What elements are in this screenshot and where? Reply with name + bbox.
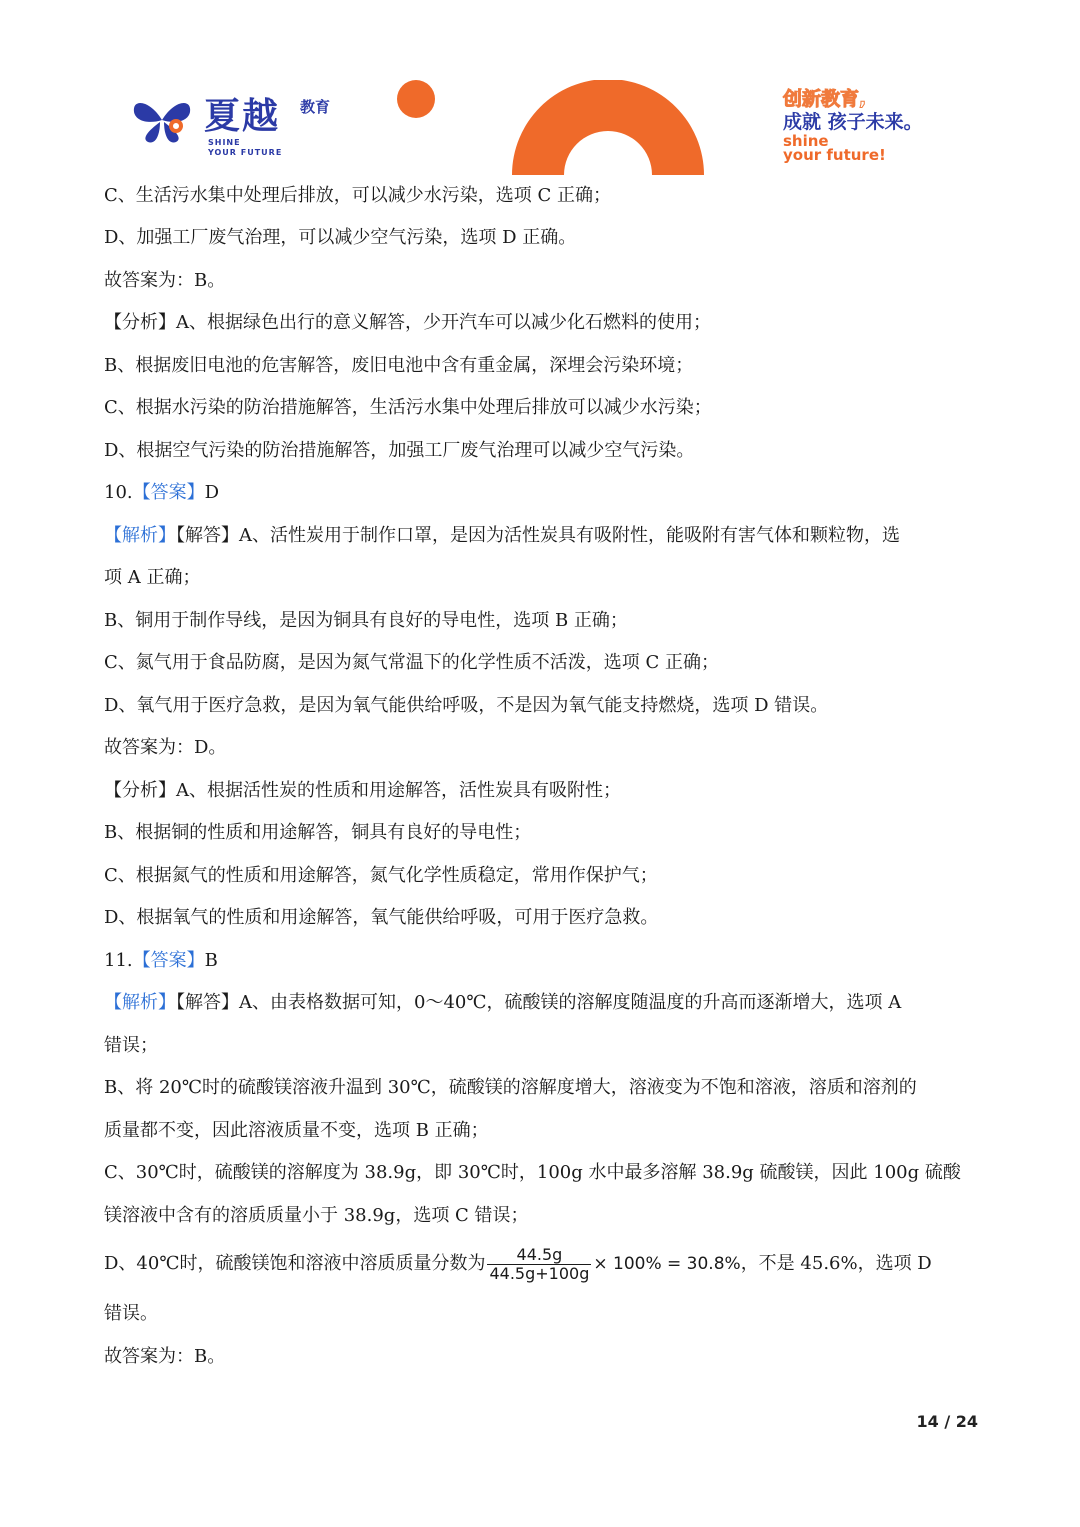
decorative-arch-graphic	[390, 80, 720, 180]
text-line: D、加强工厂废气治理，可以减少空气污染，选项 D 正确。	[104, 227, 577, 248]
text-line: 项 A 正确；	[104, 567, 201, 588]
answer-tag: 【答案】	[132, 482, 205, 503]
formula-prefix: D、40℃时，硫酸镁饱和溶液中溶质质量分数为	[104, 1253, 486, 1274]
text-line: B、将 20℃时的硫酸镁溶液升温到 30℃，硫酸镁的溶解度增大，溶液变为不饱和溶液，溶质和溶剂的	[104, 1077, 917, 1098]
formula-line	[104, 1240, 978, 1288]
text-line: 【分析】A、根据绿色出行的意义解答，少开汽车可以减少化石燃料的使用；	[104, 312, 711, 333]
text-line: 故答案为：B。	[104, 1346, 226, 1367]
text-line: B、根据废旧电池的危害解答，废旧电池中含有重金属，深埋会污染环境；	[104, 355, 694, 376]
formula-suffix: ，不是 45.6%，选项 D	[740, 1253, 932, 1274]
text-line: C、根据氮气的性质和用途解答，氮气化学性质稳定，常用作保护气；	[104, 865, 658, 886]
text-line: 【分析】A、根据活性炭的性质和用途解答，活性炭具有吸附性；	[104, 780, 621, 801]
fraction-denominator: 44.5g+100g	[489, 1263, 590, 1283]
slogan-line-4: your future!	[783, 146, 886, 164]
slogan-line-1: 创新教育,	[783, 88, 867, 110]
analysis-text: 【解答】A、由表格数据可知，0～40℃，硫酸镁的溶解度随温度的升高而逐渐增大，选项 A	[176, 992, 902, 1013]
slogan-block	[783, 88, 983, 162]
question-10-answer	[104, 481, 978, 505]
question-10-analysis	[104, 524, 978, 548]
question-number: 11.	[104, 950, 133, 971]
text-line: 错误。	[104, 1303, 158, 1324]
answer-tag: 【答案】	[132, 950, 205, 971]
text-line: 故答案为：B。	[104, 270, 226, 291]
text-line: D、根据氧气的性质和用途解答，氧气能供给呼吸，可用于医疗急救。	[104, 907, 659, 928]
brand-name: 夏越	[204, 96, 281, 137]
text-line: C、氮气用于食品防腐，是因为氮气常温下的化学性质不活泼，选项 C 正确；	[104, 652, 719, 673]
text-line: C、生活污水集中处理后排放，可以减少水污染，选项 C 正确；	[104, 185, 611, 206]
analysis-text: 【解答】A、活性炭用于制作口罩，是因为活性炭具有吸附性，能吸附有害气体和颗粒物，选	[176, 525, 900, 546]
page-header	[0, 0, 1080, 180]
fraction	[487, 1246, 591, 1283]
brand-english-line-1: SHINE	[208, 138, 241, 147]
text-line: C、30℃时，硫酸镁的溶解度为 38.9g，即 30℃时，100g 水中最多溶解 38.9g 硫酸镁，因此 100g 硫酸	[104, 1162, 961, 1183]
question-11-answer	[104, 949, 978, 973]
analysis-tag: 【解析】	[104, 992, 176, 1013]
question-number: 10.	[104, 482, 133, 503]
fraction-numerator: 44.5g	[516, 1244, 563, 1264]
butterfly-logo-icon	[130, 90, 194, 146]
answer-value: D	[204, 482, 220, 503]
text-line: 故答案为：D。	[104, 737, 227, 758]
brand-english-line-2: YOUR FUTURE	[208, 148, 283, 157]
question-11-analysis	[104, 991, 978, 1015]
text-line: D、氧气用于医疗急救，是因为氧气能供给呼吸，不是因为氧气能支持燃烧，选项 D 错误。	[104, 695, 829, 716]
text-line: 错误；	[104, 1035, 158, 1056]
analysis-tag: 【解析】	[104, 525, 176, 546]
formula-math: × 100% = 30.8%	[593, 1254, 741, 1274]
text-line: D、根据空气污染的防治措施解答，加强工厂废气治理可以减少空气污染。	[104, 440, 695, 461]
text-line: B、根据铜的性质和用途解答，铜具有良好的导电性；	[104, 822, 532, 843]
text-line: B、铜用于制作导线，是因为铜具有良好的导电性，选项 B 正确；	[104, 610, 628, 631]
slogan-line-2: 成就 孩子未来。	[783, 111, 923, 133]
page-number: 14 / 24	[916, 1412, 978, 1431]
brand-subtitle: 教育	[300, 98, 331, 116]
slogan-line-3: shine	[783, 132, 829, 150]
brand-english	[208, 138, 282, 158]
answer-value: B	[204, 950, 218, 971]
text-line: C、根据水污染的防治措施解答，生活污水集中处理后排放可以减少水污染；	[104, 397, 712, 418]
brand-logo	[130, 88, 360, 163]
text-line: 质量都不变，因此溶液质量不变，选项 B 正确；	[104, 1120, 489, 1141]
text-line: 镁溶液中含有的溶质质量小于 38.9g，选项 C 错误；	[104, 1205, 529, 1226]
